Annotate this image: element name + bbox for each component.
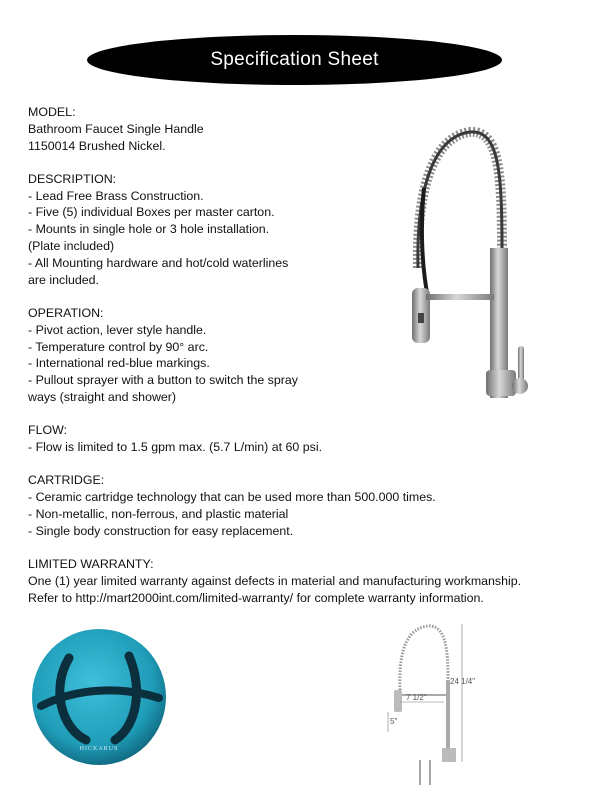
section-heading: FLOW: xyxy=(28,423,68,438)
section-line: - All Mounting hardware and hot/cold waterlines xyxy=(28,255,289,270)
section-cartridge xyxy=(28,472,588,539)
logo-text: HICKARUS xyxy=(79,746,119,752)
section-line: - Pivot action, lever style handle. xyxy=(28,322,207,337)
section-line: are included. xyxy=(28,272,99,287)
section-line: - Lead Free Brass Construction. xyxy=(28,188,204,203)
section-line: Refer to http://mart2000int.com/limited-warranty/ for complete warranty information. xyxy=(28,590,484,605)
section-line: - International red-blue markings. xyxy=(28,356,210,371)
section-line: (Plate included) xyxy=(28,239,115,254)
section-heading: CARTRIDGE: xyxy=(28,473,105,488)
dimension-spout-label: 5" xyxy=(390,717,398,726)
section-line: - Temperature control by 90° arc. xyxy=(28,339,209,354)
section-line: Bathroom Faucet Single Handle xyxy=(28,121,204,136)
section-heading: LIMITED WARRANTY: xyxy=(28,557,154,572)
faucet-dimension-diagram-icon xyxy=(378,620,478,790)
dimension-height-label: 24 1/4" xyxy=(450,677,476,686)
faucet-photo-icon xyxy=(398,118,538,408)
section-line: - Ceramic cartridge technology that can be used more than 500.000 times. xyxy=(28,490,436,505)
section-line: - Mounts in single hole or 3 hole installation. xyxy=(28,222,270,237)
section-heading: DESCRIPTION: xyxy=(28,171,117,186)
header-banner xyxy=(87,35,502,85)
section-line: 1150014 Brushed Nickel. xyxy=(28,138,166,153)
dimension-reach-label: 7 1/2" xyxy=(406,693,427,702)
section-line: - Five (5) individual Boxes per master carton. xyxy=(28,205,275,220)
section-heading: MODEL: xyxy=(28,105,76,119)
section-line: - Flow is limited to 1.5 gpm max. (5.7 L/min) at 60 psi. xyxy=(28,440,323,455)
section-line: - Pullout sprayer with a button to switch the spray xyxy=(28,373,298,388)
section-line: - Single body construction for easy replacement. xyxy=(28,523,294,538)
hickarus-logo-icon xyxy=(31,628,167,766)
page-title: Specification Sheet xyxy=(210,49,379,70)
section-line: One (1) year limited warranty against defects in material and manufacturing workmanship. xyxy=(28,573,522,588)
section-warranty xyxy=(28,556,588,606)
section-flow xyxy=(28,422,588,456)
section-heading: OPERATION: xyxy=(28,305,104,320)
section-line: ways (straight and shower) xyxy=(28,389,177,404)
section-line: - Non-metallic, non-ferrous, and plastic material xyxy=(28,506,289,521)
